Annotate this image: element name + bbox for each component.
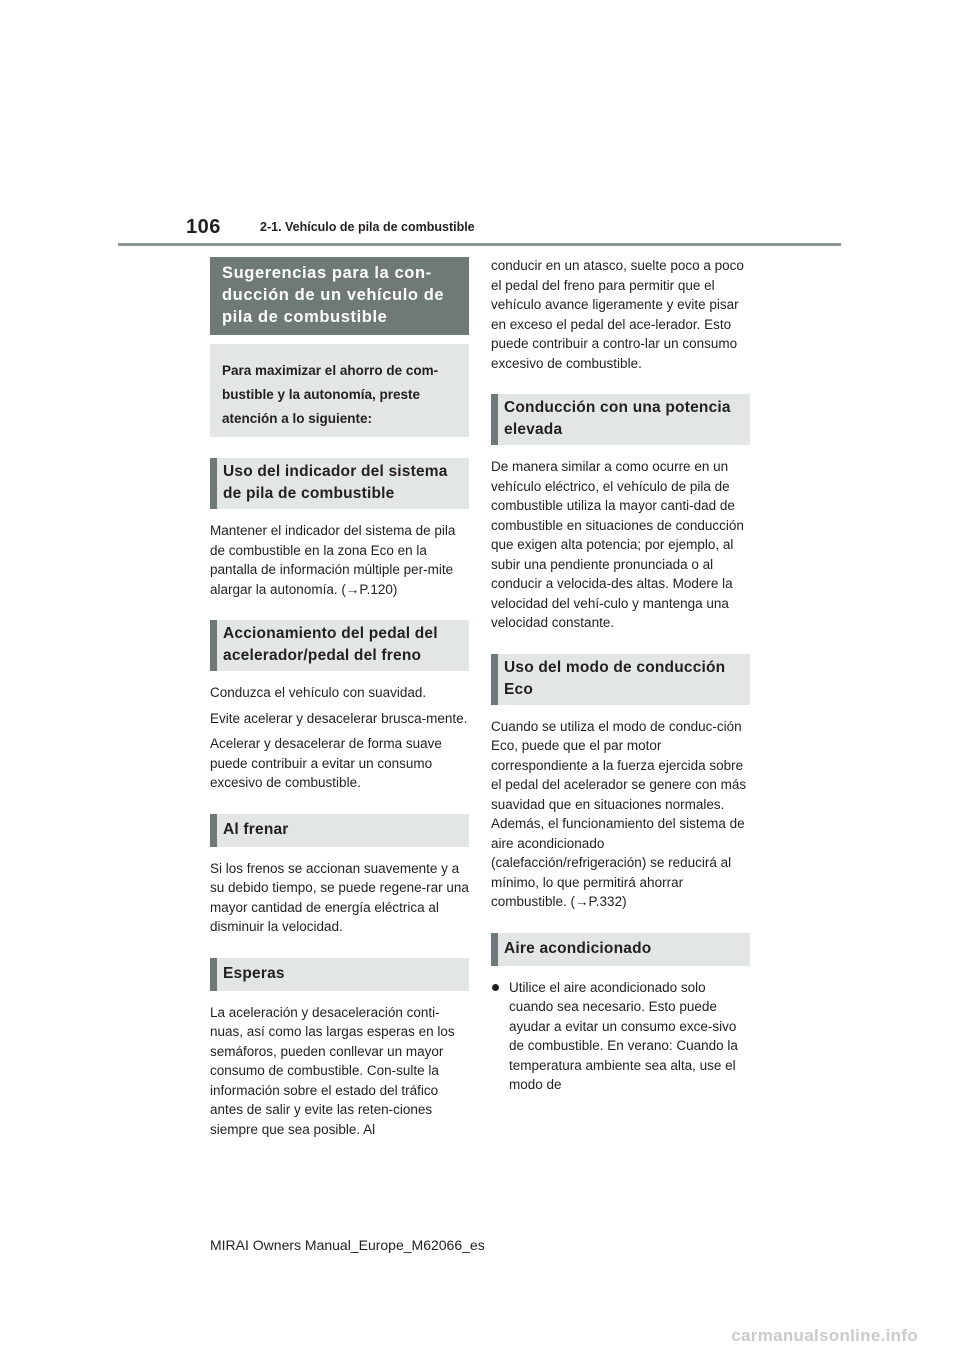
body-paragraph: Acelerar y desacelerar de forma suave puede contribuir a evitar un consumo excesivo de combustible. (210, 736, 442, 790)
watermark: carmanualsonline.info (731, 1326, 918, 1345)
body-paragraph: Si los frenos se accionan suavemente y a su debido tiempo, se puede regene-rar una mayor cantidad de energía eléctrica al disminuir la velocidad. (210, 860, 469, 934)
bullet-text: Utilice el aire acondicionado solo cuando sea necesario. Esto puede ayudar a evitar un consumo exce-sivo de combustible. En verano: Cuando la temperatura ambiente sea alta, use el modo de (509, 979, 738, 1092)
left-column (210, 257, 469, 1143)
body-paragraph: Cuando se utiliza el modo de conduc-ción Eco, puede que el par motor correspondiente a la fuerza ejercida sobre el pedal del acelerador se genere con más suavidad que en situaciones normales. Además, el funcionamiento del sistema de aire acondicionado (calefacción/refrigeración) se reducirá al mínimo, lo que permitirá ahorrar combustible. (→P.332) (491, 718, 747, 909)
body-paragraph: Evite acelerar y desacelerar brusca-mente. (210, 710, 468, 726)
body-paragraph: conducir en un atasco, suelte poco a poco el pedal del freno para permitir que el vehículo avance ligeramente y evite pisar en exceso el pedal del ace-lerador. Esto puede contribuir a contro-lar un consumo excesivo de combustible. (491, 258, 744, 371)
footer-manual-name: MIRAI Owners Manual_Europe_M62066_es (210, 1237, 485, 1253)
intro-text: Para maximizar el ahorro de com-bustible y la autonomía, preste atención a lo siguiente: (210, 344, 469, 437)
section-heading-air-conditioning: Aire acondicionado (491, 933, 750, 966)
main-heading: Sugerencias para la con-ducción de un vehículo de pila de combustible (210, 257, 469, 335)
body-paragraph: Mantener el indicador del sistema de pila de combustible en la zona Eco en la pantalla de información múltiple per-mite alargar la autonomía. (→P.120) (210, 523, 456, 597)
bullet-icon (492, 984, 499, 991)
section-title: 2-1. Vehículo de pila de combustible (260, 220, 475, 234)
page-number: 106 (186, 216, 221, 238)
section-heading-pedals: Accionamiento del pedal del acelerador/pedal del freno (210, 620, 469, 671)
section-heading-indicator: Uso del indicador del sistema de pila de combustible (210, 458, 469, 509)
section-heading-eco-mode: Uso del modo de conducción Eco (491, 654, 750, 705)
section-heading-high-power: Conducción con una potencia elevada (491, 394, 750, 445)
list-item (491, 978, 750, 1095)
section-heading-waiting: Esperas (210, 958, 469, 991)
header-rule (118, 243, 841, 246)
body-paragraph: De manera similar a como ocurre en un vehículo eléctrico, el vehículo de pila de combustible utiliza la mayor canti-dad de combustible en situaciones de conducción que exigen alta potencia; por ejemplo, al subir una pendiente pronunciada o al conducir a velocida-des altas. Modere la velocidad del vehí-culo y mantenga una velocidad constante. (491, 459, 744, 630)
body-paragraph: Conduzca el vehículo con suavidad. (210, 685, 427, 700)
right-column (491, 257, 750, 1095)
body-paragraph: La aceleración y desaceleración conti-nuas, así como las largas esperas en los semáforos, pueden conllevar un mayor consumo de combustible. Con-sulte la información sobre el estado del tráfico antes de salir y evite las reten-ciones siempre que sea posible. Al (210, 1004, 455, 1137)
section-heading-braking: Al frenar (210, 814, 469, 847)
